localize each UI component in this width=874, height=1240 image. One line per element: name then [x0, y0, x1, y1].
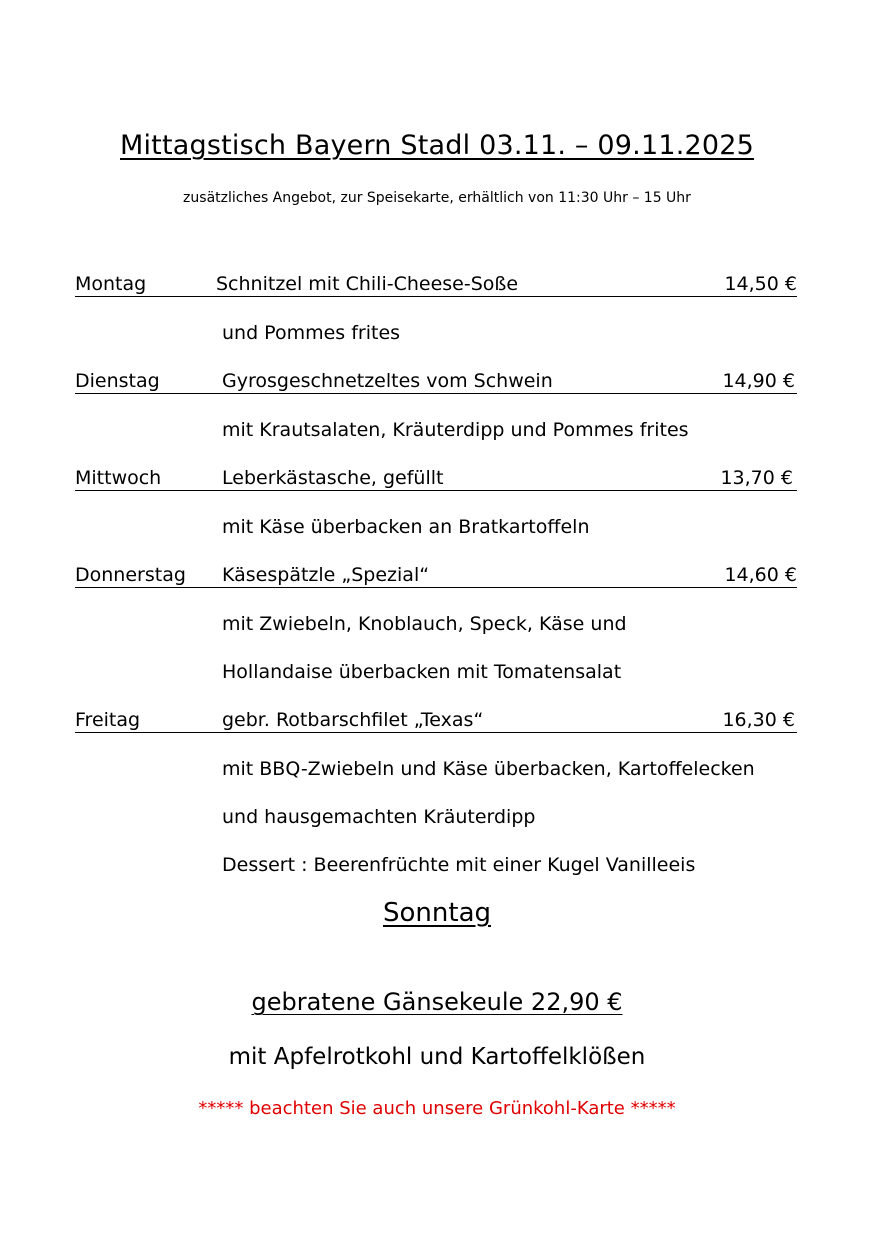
page-subtitle: zusätzliches Angebot, zur Speisekarte, erhältlich von 11:30 Uhr – 15 Uhr: [183, 190, 691, 206]
menu-row-detail: [75, 658, 797, 706]
dish-name: gebr. Rotbarschfilet „Texas“: [222, 709, 484, 731]
dish-detail: mit Krautsalaten, Kräuterdipp und Pommes frites: [222, 419, 689, 441]
dish-detail: mit Käse überbacken an Bratkartoffeln: [222, 516, 590, 538]
dish-detail: mit BBQ-Zwiebeln und Käse überbacken, Kartoffelecken: [222, 758, 755, 780]
menu-row-friday: [75, 706, 797, 733]
sunday-side-dish: mit Apfelrotkohl und Kartoffelklößen: [228, 1044, 646, 1070]
dish-detail: und hausgemachten Kräuterdipp: [222, 806, 536, 828]
dish-detail: und Pommes frites: [222, 322, 401, 344]
day-label: Freitag: [75, 709, 141, 731]
dish-name: Leberkästasche, gefüllt: [222, 467, 444, 489]
menu-row-thursday: [75, 561, 797, 588]
gruenkohl-notice: ***** beachten Sie auch unsere Grünkohl-Karte *****: [198, 1098, 676, 1119]
menu-row-monday: [75, 270, 797, 297]
menu-row-detail: [75, 755, 797, 803]
menu-row-tuesday: [75, 367, 797, 394]
sunday-heading: [0, 898, 874, 928]
menu-row-detail: [75, 319, 797, 367]
menu-row-dessert: [75, 851, 797, 899]
day-label: Mittwoch: [75, 467, 162, 489]
dish-name: Gyrosgeschnetzeltes vom Schwein: [222, 370, 553, 392]
dish-price: 14,50 €: [724, 273, 797, 295]
dish-price: 14,90 €: [722, 370, 795, 392]
dish-price: 16,30 €: [722, 709, 795, 731]
page-title: [0, 130, 874, 161]
page-title-text: Mittagstisch Bayern Stadl 03.11. – 09.11.2025: [119, 130, 755, 161]
sunday-dish: [0, 988, 874, 1016]
dish-price: 14,60 €: [724, 564, 797, 586]
weekly-menu: [75, 270, 797, 899]
dish-name: Schnitzel mit Chili-Cheese-Soße: [216, 273, 519, 295]
menu-row-detail: [75, 610, 797, 658]
day-label: Montag: [75, 273, 147, 295]
day-label: Donnerstag: [75, 564, 186, 586]
dish-detail: mit Zwiebeln, Knoblauch, Speck, Käse und: [222, 613, 627, 635]
menu-row-detail: [75, 416, 797, 464]
dish-detail: Hollandaise überbacken mit Tomatensalat: [222, 661, 622, 683]
day-label: Dienstag: [75, 370, 160, 392]
dish-name: Käsespätzle „Spezial“: [222, 564, 430, 586]
menu-row-wednesday: [75, 464, 797, 491]
menu-row-detail: [75, 803, 797, 851]
sunday-heading-text: Sonntag: [383, 898, 491, 928]
dessert-detail: Dessert : Beerenfrüchte mit einer Kugel Vanilleeis: [222, 854, 696, 876]
sunday-dish-text: gebratene Gänsekeule 22,90 €: [251, 988, 623, 1016]
menu-row-detail: [75, 513, 797, 561]
dish-price: 13,70 €: [720, 467, 793, 489]
